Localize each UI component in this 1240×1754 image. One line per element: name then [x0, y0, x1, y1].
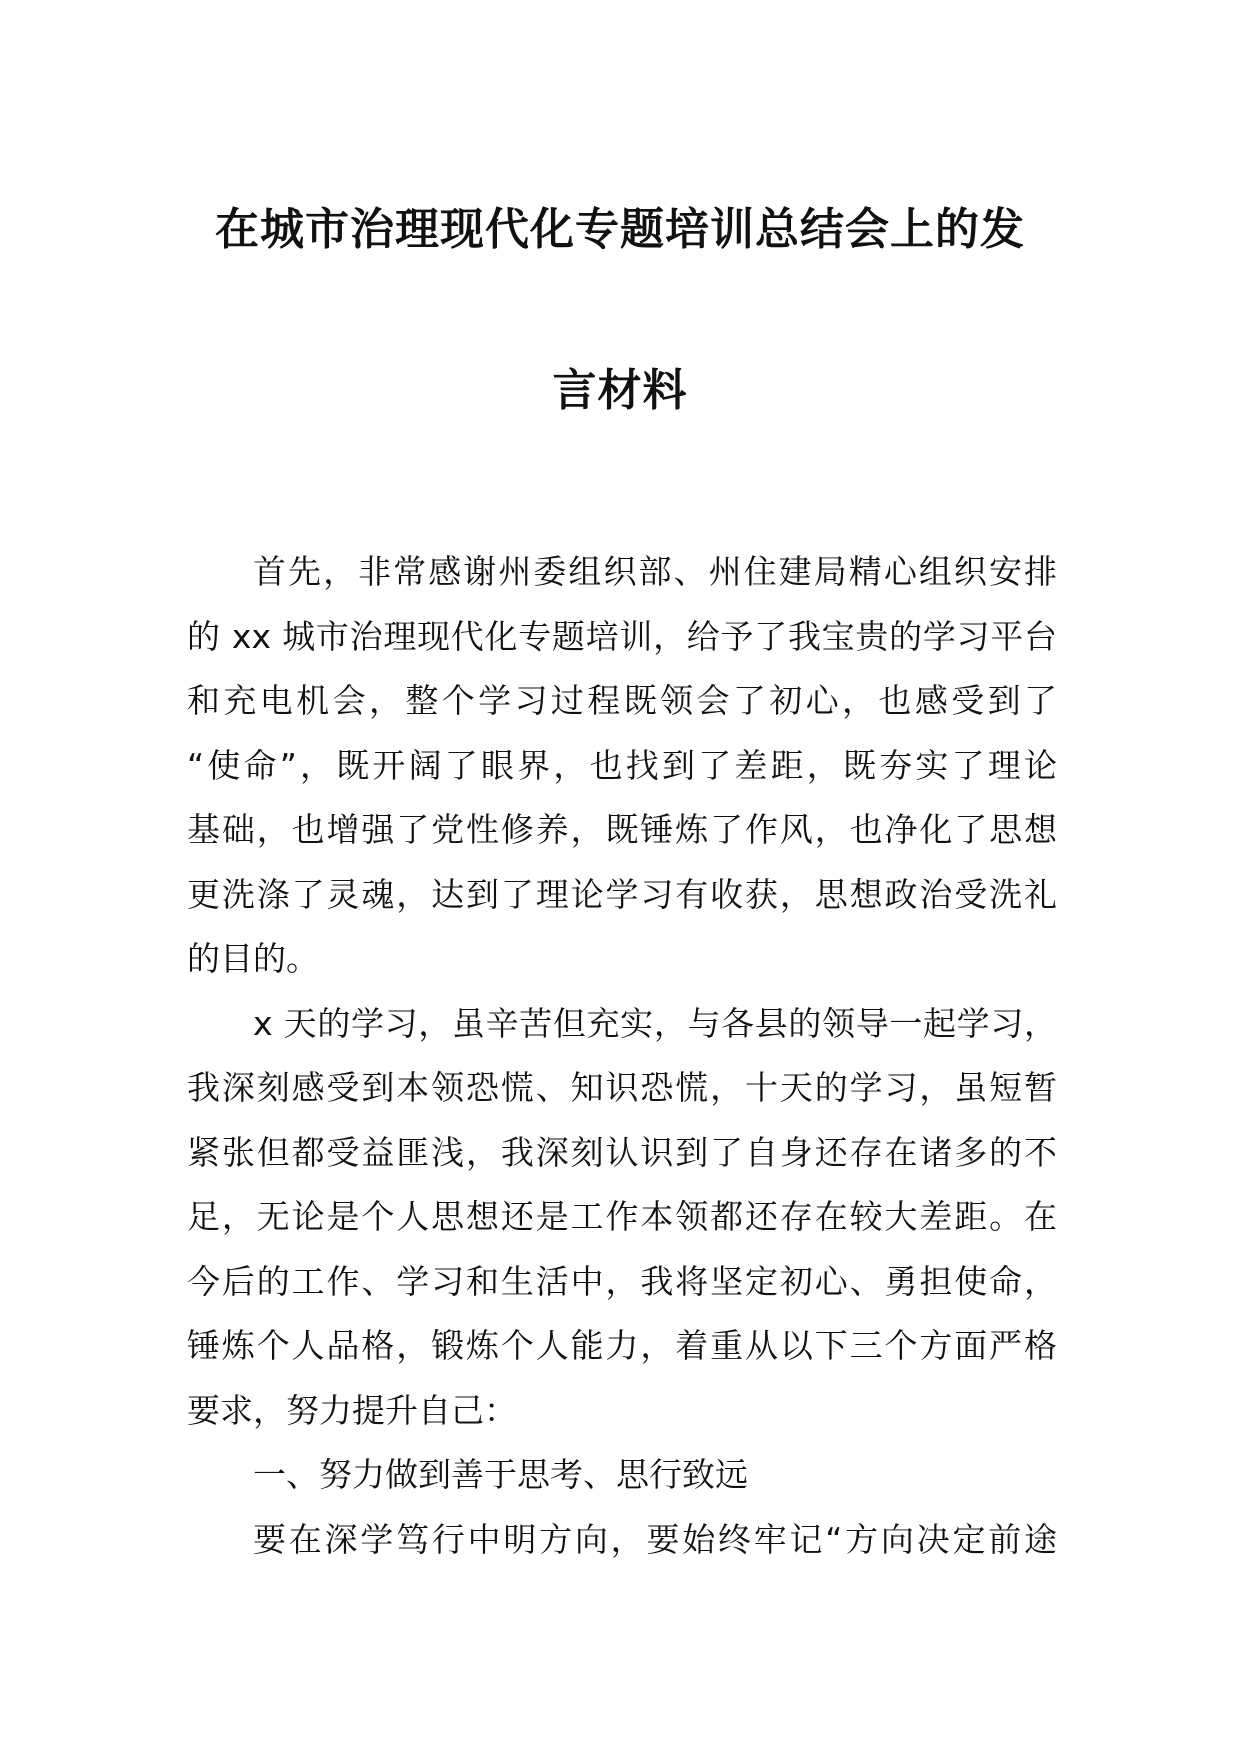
text-line: x 天的学习，虽辛苦但充实，与各县的领导一起学习，	[253, 1003, 1057, 1043]
text-line: 基础，也增强了党性修养，既锤炼了作风，也净化了思想	[187, 810, 1057, 849]
document-title-line-2: 言材料	[552, 365, 688, 416]
text-line: 要在深学笃行中明方向，要始终牢记“方向决定前途	[253, 1519, 1057, 1559]
text-line: 锤炼个人品格，锻炼个人能力，着重从以下三个方面严格	[187, 1326, 1057, 1365]
text-line: 首先，非常感谢州委组织部、州住建局精心组织安排	[253, 552, 1057, 591]
paragraph-3	[187, 1508, 1057, 1573]
text-line: 我深刻感受到本领恐慌、知识恐慌，十天的学习，虽短暂	[187, 1068, 1057, 1107]
text-line: 的 xx 城市治理现代化专题培训，给予了我宝贵的学习平台	[187, 616, 1057, 656]
paragraph-2	[187, 992, 1057, 1444]
section-heading-1	[187, 1443, 1057, 1508]
text-line: 的目的。	[187, 939, 319, 978]
text-line: 紧张但都受益匪浅，我深刻认识到了自身还存在诸多的不	[187, 1132, 1057, 1172]
text-line: 今后的工作、学习和生活中，我将坚定初心、勇担使命，	[187, 1261, 1057, 1301]
section-heading-text: 一、努力做到善于思考、思行致远	[253, 1455, 748, 1494]
text-line: 要求，努力提升自己：	[187, 1390, 517, 1430]
document-body	[187, 540, 1057, 1572]
text-line: “使命”，既开阔了眼界，也找到了差距，既夯实了理论	[187, 745, 1057, 785]
paragraph-1	[187, 540, 1057, 992]
text-line: 更洗涤了灵魂，达到了理论学习有收获，思想政治受洗礼	[187, 874, 1057, 914]
text-line: 和充电机会，整个学习过程既领会了初心，也感受到了	[187, 681, 1057, 720]
text-line: 足，无论是个人思想还是工作本领都还存在较大差距。在	[187, 1197, 1057, 1236]
document-title-line-1: 在城市治理现代化专题培训总结会上的发	[215, 204, 1025, 255]
